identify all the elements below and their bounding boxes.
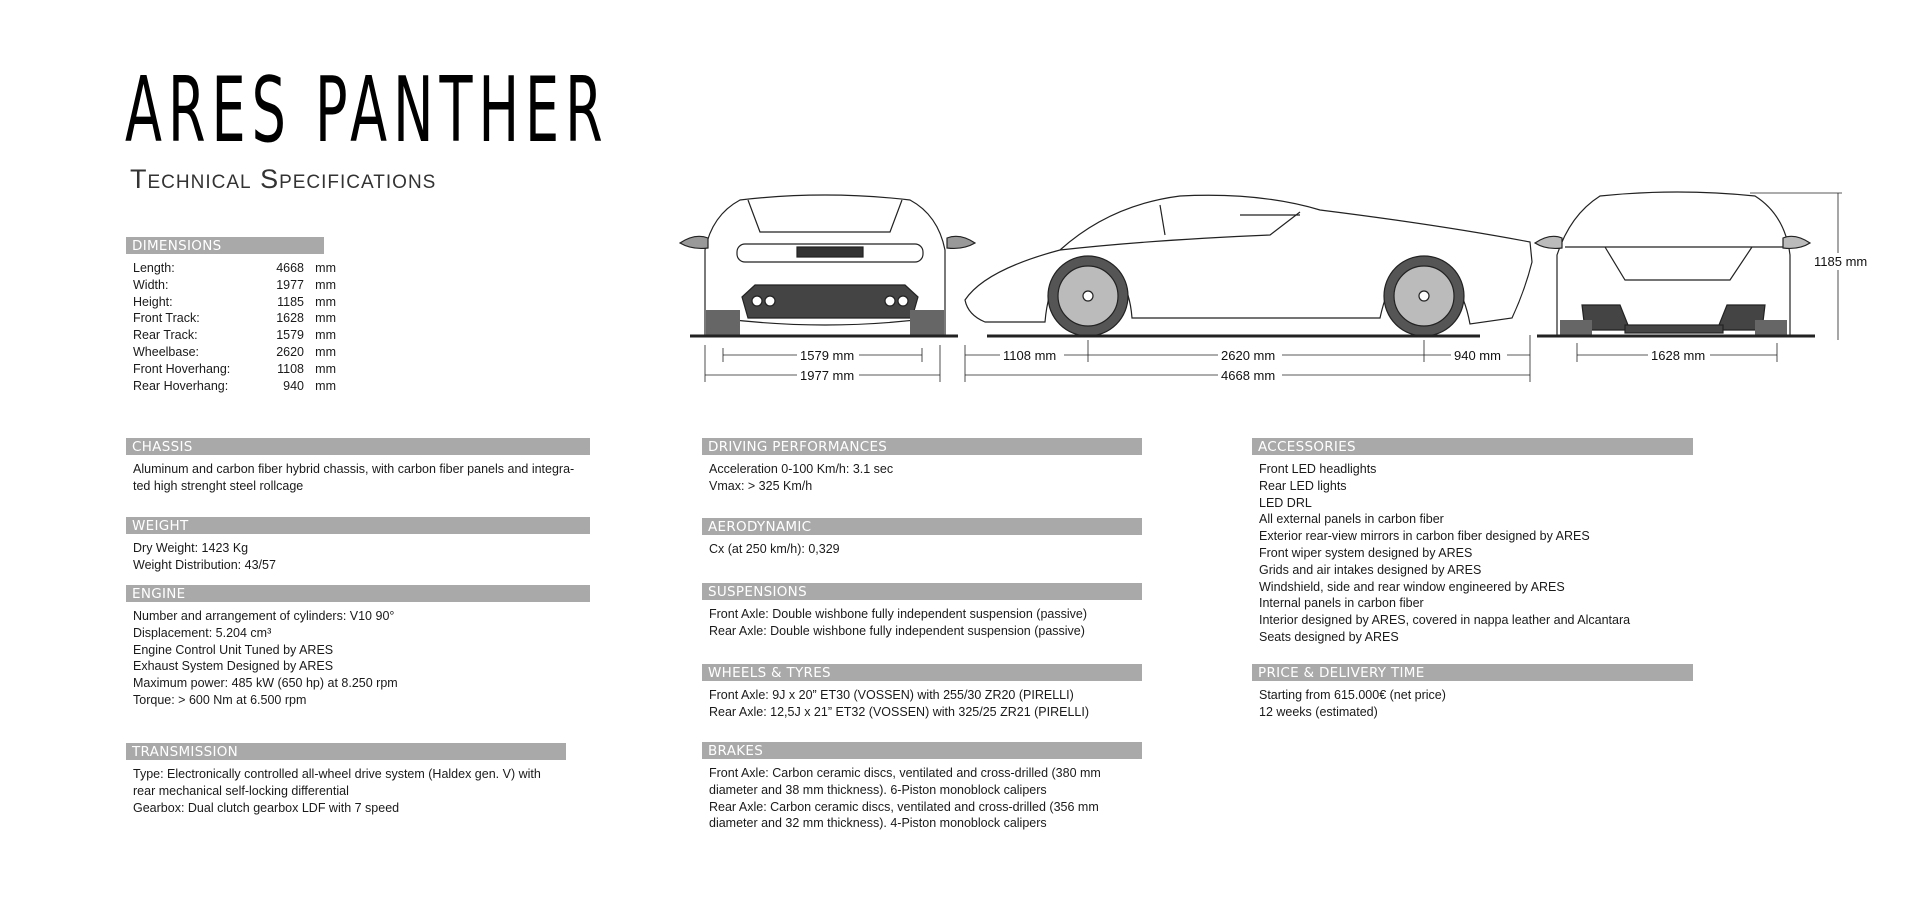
spec-line: Front LED headlights: [1259, 462, 1377, 476]
spec-line: LED DRL: [1259, 495, 1312, 510]
dim-label: Front Hoverhang:: [133, 361, 231, 376]
spec-line: Rear LED lights: [1259, 478, 1347, 493]
section-heading: PRICE & DELIVERY TIME: [1252, 664, 1693, 681]
spec-line: Type: Electronically controlled all-wheel drive system (Haldex gen. V) with: [133, 767, 541, 781]
width-label: 1977 mm: [800, 368, 855, 383]
dimension-row: [133, 260, 336, 277]
dim-value: 1628: [276, 311, 304, 326]
spec-line: Seats designed by ARES: [1259, 629, 1399, 644]
dim-value: 1185: [277, 294, 304, 309]
spec-line: All external panels in carbon fiber: [1259, 512, 1444, 527]
spec-line: Exhaust System Designed by ARES: [133, 659, 334, 674]
engine-section: [126, 585, 590, 709]
dim-value: 2620: [276, 344, 304, 359]
spec-line: Rear Axle: Double wishbone fully independent suspension (passive): [709, 623, 1085, 638]
spec-line: Windshield, side and rear window engineered by ARES: [1259, 579, 1565, 594]
dimension-row: [133, 310, 336, 327]
suspensions-section: [702, 583, 1142, 640]
dim-value: 1579: [276, 328, 304, 343]
section-heading: CHASSIS: [126, 438, 590, 455]
wheels-tyres-section: [702, 664, 1142, 721]
driving-performances-section: [702, 438, 1142, 495]
spec-line: 12 weeks (estimated): [1259, 704, 1378, 719]
dim-unit: mm: [315, 344, 336, 359]
spec-line: Front Axle: 9J x 20” ET30 (VOSSEN) with 255/30 ZR20 (PIRELLI): [709, 688, 1074, 702]
spec-line: Front wiper system designed by ARES: [1259, 545, 1473, 560]
spec-line: Engine Control Unit Tuned by ARES: [133, 642, 334, 657]
section-heading: WEIGHT: [126, 517, 590, 534]
spec-line: Torque: > 600 Nm at 6.500 rpm: [133, 692, 307, 707]
dim-label: Height:: [133, 294, 173, 309]
spec-line: Dry Weight: 1423 Kg: [133, 541, 249, 555]
weight-section: [126, 517, 590, 574]
section-heading: DIMENSIONS: [126, 237, 324, 254]
front-overhang-label: 1108 mm: [1003, 348, 1057, 363]
spec-line: rear mechanical self-locking differential: [133, 783, 349, 798]
dim-unit: mm: [315, 277, 336, 292]
section-heading: WHEELS & TYRES: [702, 664, 1142, 681]
length-label: 4668 mm: [1221, 368, 1276, 383]
aerodynamic-section: [702, 518, 1142, 558]
transmission-section: [126, 743, 566, 816]
section-heading: TRANSMISSION: [126, 743, 566, 760]
spec-line: Number and arrangement of cylinders: V10 90°: [133, 609, 395, 623]
rear-view-drawing: [680, 195, 975, 336]
wheelbase-label: 2620 mm: [1221, 348, 1276, 363]
page-subtitle: Technical Specifications: [130, 164, 437, 194]
section-heading: SUSPENSIONS: [702, 583, 1142, 600]
front-view-drawing: [1535, 192, 1842, 340]
dimension-row: [133, 344, 336, 361]
dim-unit: mm: [315, 311, 336, 326]
spec-line: Front Axle: Carbon ceramic discs, ventilated and cross-drilled (380 mm: [709, 766, 1101, 780]
spec-line: Maximum power: 485 kW (650 hp) at 8.250 rpm: [133, 676, 398, 691]
dim-value: 940: [283, 378, 304, 393]
accessories-section: [1252, 438, 1693, 646]
spec-line: ted high strenght steel rollcage: [133, 478, 304, 493]
spec-line: Gearbox: Dual clutch gearbox LDF with 7 speed: [133, 800, 400, 815]
dimensions-section: [126, 237, 336, 394]
section-heading: AERODYNAMIC: [702, 518, 1142, 535]
spec-line: Internal panels in carbon fiber: [1259, 596, 1424, 611]
spec-line: Exterior rear-view mirrors in carbon fiber designed by ARES: [1259, 529, 1590, 544]
spec-line: Rear Axle: Carbon ceramic discs, ventilated and cross-drilled (356 mm: [709, 799, 1099, 814]
dim-label: Length:: [133, 261, 175, 275]
section-heading: ACCESSORIES: [1252, 438, 1693, 455]
spec-line: Interior designed by ARES, covered in nappa leather and Alcantara: [1259, 613, 1631, 628]
spec-line: Acceleration 0-100 Km/h: 3.1 sec: [709, 462, 894, 476]
spec-line: Front Axle: Double wishbone fully independent suspension (passive): [709, 607, 1088, 621]
dim-label: Rear Track:: [133, 328, 198, 343]
page-title: ARES PANTHER: [125, 58, 609, 163]
dim-unit: mm: [315, 294, 336, 309]
spec-line: Displacement: 5.204 cm³: [133, 625, 272, 640]
section-heading: DRIVING PERFORMANCES: [702, 438, 1142, 455]
height-label: 1185 mm: [1814, 254, 1868, 269]
dim-unit: mm: [315, 261, 336, 275]
dim-value: 1108: [277, 361, 304, 376]
side-view-drawing: [965, 195, 1532, 336]
dimension-row: [133, 361, 336, 378]
dim-label: Rear Hoverhang:: [133, 378, 229, 393]
dim-label: Wheelbase:: [133, 344, 200, 359]
dimension-row: [133, 277, 336, 294]
dimension-row: [133, 294, 336, 311]
front-track-label: 1628 mm: [1651, 348, 1706, 363]
spec-line: Grids and air intakes designed by ARES: [1259, 562, 1482, 577]
chassis-section: [126, 438, 590, 495]
dim-unit: mm: [315, 378, 336, 393]
spec-line: Aluminum and carbon fiber hybrid chassis, with carbon fiber panels and integra-: [133, 462, 575, 476]
dim-label: Front Track:: [133, 311, 200, 326]
section-heading: BRAKES: [702, 742, 1142, 759]
spec-line: Cx (at 250 km/h): 0,329: [709, 542, 840, 556]
price-delivery-section: [1252, 664, 1693, 721]
dim-value: 1977: [276, 277, 304, 292]
brakes-section: [702, 742, 1142, 832]
rear-overhang-label: 940 mm: [1454, 348, 1501, 363]
spec-line: diameter and 38 mm thickness). 6-Piston monoblock calipers: [709, 782, 1047, 797]
spec-line: Vmax: > 325 Km/h: [709, 478, 813, 493]
section-heading: ENGINE: [126, 585, 590, 602]
dimension-row: [133, 327, 336, 344]
spec-line: Weight Distribution: 43/57: [133, 557, 276, 572]
dim-value: 4668: [276, 261, 304, 275]
dim-unit: mm: [315, 328, 336, 343]
spec-line: Rear Axle: 12,5J x 21” ET32 (VOSSEN) with 325/25 ZR21 (PIRELLI): [709, 704, 1090, 719]
dimension-row: [133, 378, 336, 395]
rear-track-label: 1579 mm: [800, 348, 855, 363]
spec-line: diameter and 32 mm thickness). 4-Piston monoblock calipers: [709, 816, 1047, 831]
dim-label: Width:: [133, 277, 169, 292]
spec-line: Starting from 615.000€ (net price): [1259, 688, 1446, 702]
dim-unit: mm: [315, 361, 336, 376]
